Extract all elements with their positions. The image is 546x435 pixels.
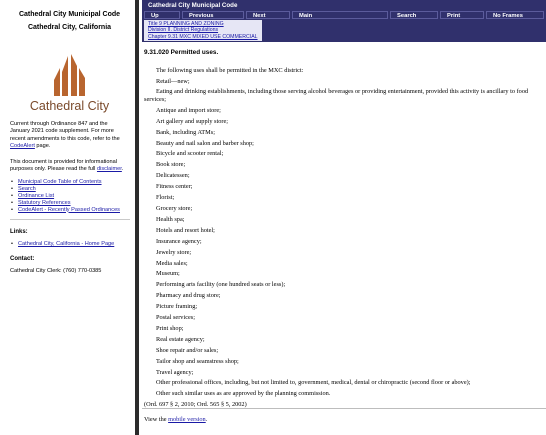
links-heading: Links: bbox=[10, 229, 28, 236]
sidebar-subtitle: Cathedral City, California bbox=[27, 24, 112, 31]
use-item: Bicycle and scooter rental; bbox=[156, 150, 224, 158]
codealert-link[interactable]: CodeAlert bbox=[10, 143, 35, 150]
use-item: Museum; bbox=[156, 270, 180, 278]
sidebar-nav-item bbox=[10, 193, 129, 200]
logo-text: Cathedral City bbox=[29, 99, 110, 113]
header-title: Cathedral City Municipal Code bbox=[148, 2, 238, 9]
use-item: Art gallery and supply store; bbox=[156, 117, 229, 125]
use-item: Real estate agency; bbox=[156, 335, 205, 343]
intro-text: The following uses shall be permitted in the MXC district: bbox=[156, 67, 304, 74]
toolbar bbox=[144, 11, 544, 19]
city-home-link[interactable]: Cathedral City, California - Home Page bbox=[18, 241, 115, 248]
use-item: Beauty and nail salon and barber shop; bbox=[156, 139, 254, 147]
use-item: Print shop; bbox=[156, 324, 184, 332]
previous-button[interactable]: Previous bbox=[182, 11, 244, 19]
breadcrumb-division-link[interactable]: Division II. District Regulations bbox=[148, 27, 219, 34]
contact-text: Cathedral City Clerk: (760) 770-0385 bbox=[10, 268, 102, 275]
disclaimer-note: This document is provided for informational purposes only. Please read the full disclaimer. bbox=[10, 158, 124, 173]
frame-divider[interactable] bbox=[135, 0, 139, 435]
breadcrumb-title-link[interactable]: Title 9 PLANNING AND ZONING bbox=[148, 21, 224, 27]
use-item: Media sales; bbox=[156, 259, 188, 267]
sidebar-title: Cathedral City Municipal Code bbox=[18, 11, 121, 18]
footer-divider bbox=[142, 408, 546, 409]
use-item: Performing arts facility (one hundred seats or less); bbox=[156, 281, 286, 289]
section-title: 9.31.020 Permitted uses. bbox=[144, 49, 219, 56]
codealert-recent-link[interactable]: CodeAlert - Recently Passed Ordinances bbox=[18, 206, 120, 213]
sidebar bbox=[0, 0, 135, 435]
print-button[interactable]: Print bbox=[440, 11, 484, 19]
sidebar-nav-item bbox=[10, 207, 129, 214]
sidebar-divider bbox=[10, 219, 130, 220]
sidebar-nav-item bbox=[10, 186, 129, 193]
use-item: Pharmacy and drug store; bbox=[156, 292, 221, 300]
use-item: Shoe repair and/or sales; bbox=[156, 346, 219, 354]
no-frames-button[interactable]: No Frames bbox=[486, 11, 544, 19]
history-note: (Ord. 697 § 2, 2010; Ord. 565 § 5, 2002) bbox=[144, 401, 247, 409]
main-button[interactable]: Main bbox=[292, 11, 388, 19]
contact-heading: Contact: bbox=[10, 256, 35, 263]
mobile-version-link[interactable]: mobile version bbox=[168, 416, 206, 423]
code-content bbox=[144, 45, 544, 411]
use-item: Postal services; bbox=[156, 314, 195, 322]
use-item: Jewelry store; bbox=[156, 248, 192, 256]
cathedral-city-logo-icon bbox=[50, 50, 90, 96]
ordinance-list-link[interactable]: Ordinance List bbox=[18, 193, 55, 200]
currency-note: Current through Ordinance 847 and the January 2021 code supplement. For more recent amendments to this code, refer to the CodeAlert page. bbox=[10, 121, 120, 150]
use-item: Hotels and resort hotel; bbox=[156, 226, 215, 234]
use-item: Antique and import store; bbox=[156, 106, 221, 114]
sidebar-nav-item bbox=[10, 179, 129, 186]
links-list-item bbox=[10, 241, 129, 247]
next-button[interactable]: Next bbox=[246, 11, 290, 19]
statutory-references-link[interactable]: Statutory References bbox=[18, 199, 71, 206]
use-item: Health spa; bbox=[156, 215, 185, 223]
use-item: Eating and drinking establishments, including those serving alcohol beverages or providing entertainment, provided this activity is ancillary to food services; bbox=[144, 87, 529, 103]
use-item: Grocery store; bbox=[156, 204, 193, 212]
use-item: Travel agency; bbox=[156, 368, 194, 376]
use-item: Retail—new; bbox=[156, 77, 190, 85]
disclaimer-link[interactable]: disclaimer bbox=[96, 166, 122, 173]
footer: View the mobile version. bbox=[144, 416, 208, 423]
use-item: Insurance agency; bbox=[156, 237, 202, 245]
search-button[interactable]: Search bbox=[390, 11, 438, 19]
sidebar-nav bbox=[10, 179, 129, 213]
use-item: Other such similar uses as are approved by the planning commission. bbox=[156, 390, 331, 398]
breadcrumb bbox=[144, 20, 262, 41]
use-item: Florist; bbox=[156, 194, 175, 202]
use-item: Picture framing; bbox=[156, 303, 198, 311]
up-button[interactable]: Up bbox=[144, 11, 180, 19]
links-list bbox=[10, 241, 129, 247]
toc-link[interactable]: Municipal Code Table of Contents bbox=[18, 179, 102, 186]
use-item: Tailor shop and seamstress shop; bbox=[156, 357, 239, 365]
use-item: Other professional offices, including, but not limited to, government, medical, dental or chiropractic (second floor or above); bbox=[156, 379, 471, 387]
use-item: Fitness center; bbox=[156, 183, 193, 191]
sidebar-nav-item bbox=[10, 200, 129, 207]
use-item: Delicatessen; bbox=[156, 172, 190, 180]
breadcrumb-chapter-link[interactable]: Chapter 9.31 MXC MIXED USE COMMERCIAL bbox=[148, 33, 258, 40]
search-link[interactable]: Search bbox=[18, 186, 36, 193]
use-item: Book store; bbox=[156, 161, 186, 169]
use-item: Bank, including ATMs; bbox=[156, 128, 215, 136]
code-header bbox=[142, 0, 546, 42]
